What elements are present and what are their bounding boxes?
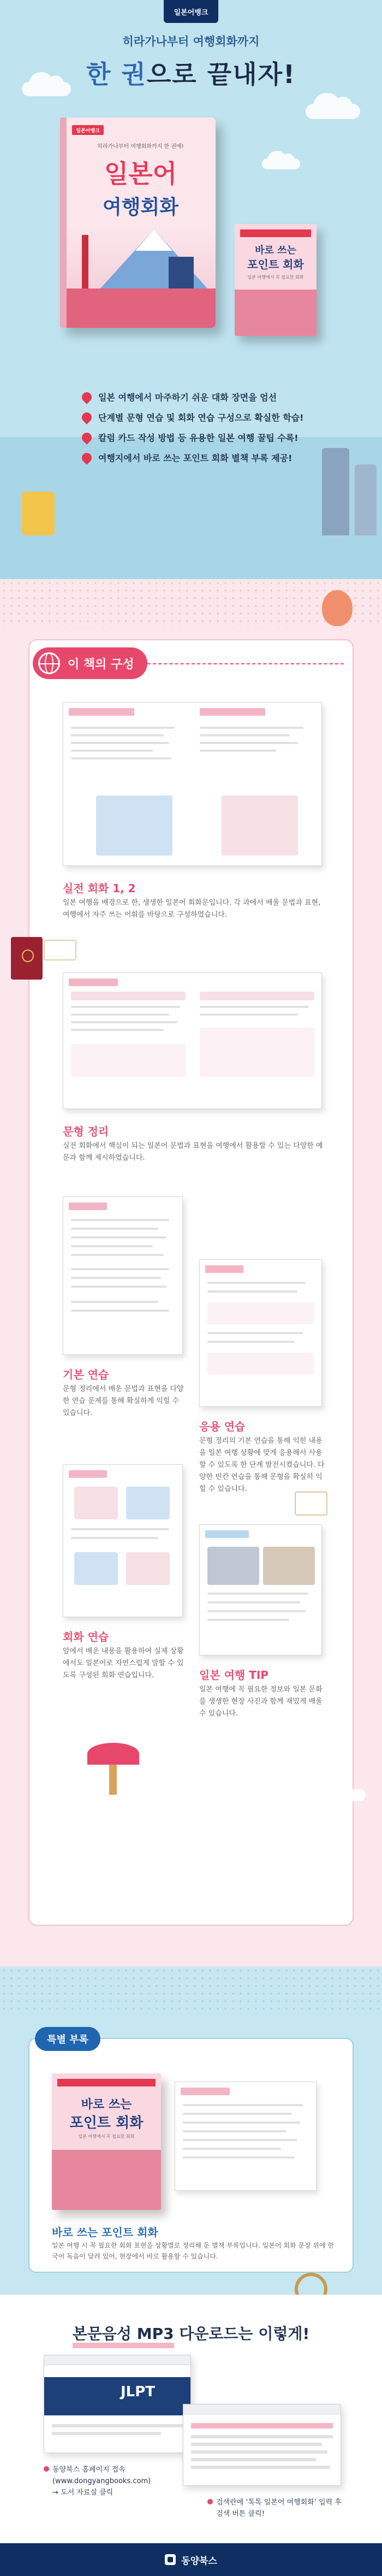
postcard-icon [295, 1492, 327, 1516]
supplement-book-cover [52, 2073, 161, 2210]
hero-title-rest: 으로 끝내자! [146, 60, 296, 89]
supplement-title-line1: 바로 쓰는 [255, 245, 296, 256]
feature-item [82, 431, 382, 444]
item-title: 일본 여행 TIP [199, 1669, 268, 1682]
feature-item [82, 411, 382, 423]
item-description: 앞에서 배운 내용을 활용하여 실제 상황에서도 일본어로 자연스럽게 말할 수 있도록 구성된 회화 연습입니다. [63, 1647, 184, 1679]
hot-air-balloon-icon [322, 590, 353, 626]
book-cover [60, 117, 216, 328]
book-title-line1: 일본어 [104, 159, 177, 188]
tower-icon [82, 235, 88, 295]
book-label: 일본어뱅크 [72, 125, 104, 135]
item-description: 실전 회화에서 핵심이 되는 일본어 문법과 표현을 여행에서 활용할 수 있는 다양한 예문과 함께 제시하였습니다. [63, 1142, 323, 1162]
mp3-title-highlight: 본문음성 MP3 [73, 2325, 174, 2348]
publisher-footer [0, 2543, 382, 2576]
heading-divider [147, 663, 344, 664]
special-title: 바로 쓰는 포인트 회화 [52, 2226, 158, 2239]
dialogue-illustration [96, 795, 172, 856]
supplement-book-cover [235, 224, 317, 336]
step-text: 검색 버튼 클릭! [216, 2510, 265, 2518]
supplement-label [240, 229, 311, 237]
step-text: 동양북스 홈페이지 접속 [52, 2466, 126, 2474]
city-icon [67, 288, 216, 328]
step-text: (www.dongyangbooks.com) [52, 2477, 151, 2485]
book-spine [60, 117, 67, 328]
homepage-banner-text: JLPT [121, 2384, 156, 2400]
snowcap-icon [135, 229, 172, 251]
supplement-title-line2: 포인트 회화 [69, 2115, 144, 2131]
feature-text: 단계별 문형 연습 및 회화 연습 구성으로 확실한 학습! [98, 412, 304, 423]
dialogue-illustration [222, 795, 298, 856]
sample-page-conversation-practice [63, 1464, 183, 1617]
feature-item [82, 391, 382, 403]
item-title: 기본 연습 [63, 1368, 109, 1381]
sample-page-applied-practice [199, 1259, 322, 1407]
passport-icon [11, 937, 43, 980]
composition-heading-text: 이 책의 구성 [68, 657, 134, 671]
location-pin-icon [80, 390, 93, 404]
feature-text: 칼럼 카드 작성 방법 등 유용한 일본 여행 꿀팁 수록! [98, 433, 299, 443]
item-description: 문형 정리의 기본 연습을 통해 익힌 내용을 일본 여행 상황에 맞게 응용해서 사용할 수 있도록 한 단계 발전시켰습니다. 다양한 빈칸 연습을 통해 문형을 확실히 익힐 수 있습니다. [199, 1437, 325, 1493]
composition-heading [33, 647, 147, 679]
supplement-title-line1: 바로 쓰는 [81, 2098, 132, 2112]
composition-section [0, 579, 382, 1967]
step-text: 검색란에 ‘톡톡 일본어 여행회화’ 입력 후 [216, 2498, 342, 2507]
download-step-1 [44, 2464, 151, 2498]
feature-text: 일본 여행에서 마주하기 쉬운 대화 장면을 엄선 [98, 392, 277, 403]
dot-pattern [0, 1967, 382, 2011]
airplane-icon [322, 1789, 366, 1801]
supplement-title-line2: 포인트 회화 [247, 258, 304, 271]
item-title: 응용 연습 [199, 1420, 246, 1433]
item-description: 일본 여행을 배경으로 한, 생생한 일본어 회화문입니다. 각 과에서 배울 문법과 표현, 여행에서 자주 쓰는 어휘를 바탕으로 구성하였습니다. [63, 899, 321, 919]
airport-gate-icon [322, 448, 349, 535]
cloud-icon [306, 104, 360, 119]
hero-title-highlight: 한 권 [86, 60, 147, 89]
location-pin-icon [80, 451, 93, 464]
hero-section [0, 0, 382, 579]
bullet-icon [44, 2466, 49, 2472]
supplement-illustration [235, 290, 317, 336]
sample-page-supplement [175, 2082, 317, 2191]
beach-umbrella-icon [87, 1743, 139, 1765]
download-step-2 [207, 2497, 342, 2520]
supplement-subtitle: 일본 여행에서 꼭 필요한 회화 [247, 275, 304, 280]
book-tagline: 히라가나부터 여행회화까지 한 권에! [97, 144, 184, 150]
item-description: 문형 정리에서 배운 문법과 표현을 다양한 연습 문제를 통해 확실하게 익힐 수 있습니다. [63, 1385, 184, 1417]
resource-room-screenshot [183, 2404, 341, 2486]
item-title: 문형 정리 [63, 1125, 109, 1138]
sample-page-travel-tip [199, 1524, 322, 1655]
globe-icon [38, 652, 60, 674]
suitcase-icon [22, 492, 55, 535]
publisher-homepage-screenshot [44, 2355, 191, 2453]
airport-gate-icon [355, 464, 377, 535]
cloud-icon [262, 158, 300, 169]
feature-text: 여행지에서 바로 쓰는 포인트 회화 별책 부록 제공! [98, 453, 293, 463]
mp3-title [0, 2322, 382, 2344]
book-illustration [67, 227, 216, 328]
publisher-name: 동양북스 [181, 2555, 217, 2567]
item-title: 실전 회화 1, 2 [63, 882, 136, 895]
sample-page-basic-practice [63, 1196, 183, 1355]
hero-subtitle: 히라가나부터 여행회화까지 [122, 35, 260, 48]
supplement-subtitle: 일본 여행에서 꼭 필요한 회화 [78, 2134, 135, 2139]
location-pin-icon [80, 431, 93, 444]
special-description: 일본 여행 시 꼭 필요한 회화 표현을 상황별로 정리해 둔 별책 부록입니다. 일본어 회화 문장 위에 한국어 독음이 달려 있어, 현장에서 바로 활용할 수 있습니다. [52, 2242, 334, 2260]
publisher-logo-icon [165, 2554, 176, 2565]
book-title-line2: 여행회화 [102, 196, 179, 219]
hero-title [0, 55, 382, 91]
special-badge: 특별 부록 [35, 2027, 100, 2051]
sample-page-dialogue [63, 702, 322, 866]
mp3-section [0, 2295, 382, 2543]
location-pin-icon [80, 410, 93, 424]
mp3-title-rest: 다운로드는 이렇게! [174, 2325, 310, 2343]
ticket-icon [44, 940, 76, 960]
item-description: 일본 여행에 꼭 필요한 정보와 일본 문화를 생생한 현장 사진과 함께 재밌게 배울 수 있습니다. [199, 1685, 323, 1718]
item-title: 회화 연습 [63, 1630, 109, 1643]
bullet-icon [207, 2499, 213, 2504]
sample-page-grammar [63, 972, 322, 1109]
step-text: → 도서 자료실 클릭 [52, 2489, 114, 2497]
brand-tab: 일본어뱅크 [164, 0, 218, 23]
special-section [0, 1967, 382, 2295]
